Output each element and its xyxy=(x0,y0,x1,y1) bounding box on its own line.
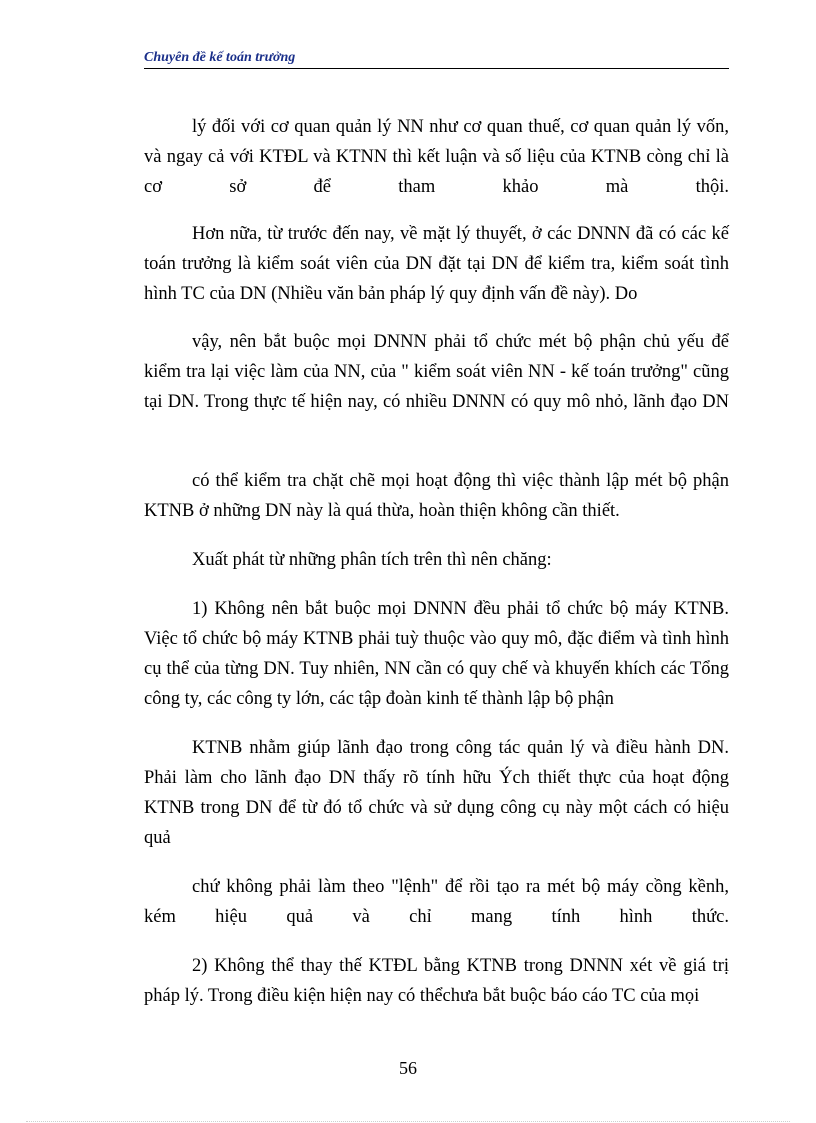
page-number: 56 xyxy=(399,1058,417,1078)
text-line: hình cụ thể của từng DN. Tuy nhiên, NN cần có quy chế và khuyến khích xyxy=(144,629,729,679)
text-line: KTNB trong DN để từ đó tổ chức và sử dụng công cụ này một cách có hiệu xyxy=(144,798,729,818)
text-line: các Tổng công ty, các công ty lớn, các tập đoàn kinh tế thành lập bộ phận xyxy=(144,659,729,709)
paragraph-9 xyxy=(144,951,729,1011)
paragraph-8 xyxy=(144,872,729,932)
text-line: lý đối với cơ quan quản lý NN như cơ quan thuế, cơ quan quản lý xyxy=(192,117,697,137)
text-line: phận KTNB ở những DN này là quá thừa, hoàn thiện không cần thiết. xyxy=(144,471,729,521)
text-line: Việc tổ chức bộ máy KTNB phải tuỳ thuộc vào quy mô, đặc điểm và tình xyxy=(144,629,697,649)
text-line: 2) Không thể thay thế KTĐL bằng KTNB trong DNNN xét về giá trị xyxy=(192,956,729,976)
paragraph-5 xyxy=(144,545,729,575)
text-line: có thể kiểm tra chặt chẽ mọi hoạt động thì việc thành lập mét bộ xyxy=(192,471,694,491)
text-line: Hơn nữa, từ trước đến nay, về mặt lý thuyết, ở các DNNN đã có các xyxy=(192,224,712,244)
text-line: kém hiệu quả và chỉ mang tính hình thức. xyxy=(144,907,729,927)
text-line: Phải làm cho lãnh đạo DN thấy rõ tính hữu Ých thiết thực của hoạt động xyxy=(144,768,729,788)
text-line: tình hình TC của DN (Nhiều văn bản pháp lý quy định vấn đề này). Do xyxy=(144,254,729,304)
paragraph-6 xyxy=(144,594,729,714)
text-line: vậy, nên bắt buộc mọi DNNN phải tổ chức mét bộ phận chủ yếu để xyxy=(192,332,729,352)
text-line: kế toán trưởng là kiểm soát viên của DN đặt tại DN để kiểm tra, kiểm soát xyxy=(144,224,729,274)
page-header xyxy=(144,50,729,69)
paragraph-2 xyxy=(144,219,729,309)
header-title: Chuyên đề kế toán trưởng xyxy=(144,50,296,65)
text-line: KTNB nhằm giúp lãnh đạo trong công tác quản lý và điều hành DN. xyxy=(192,738,729,758)
paragraph-4 xyxy=(144,466,729,526)
paragraph-3 xyxy=(144,327,729,417)
text-line: chứ không phải làm theo "lệnh" để rồi tạo ra mét bộ máy cồng kềnh, xyxy=(192,877,729,897)
text-line: còng chỉ là cơ sở để tham khảo mà thội. xyxy=(144,147,729,197)
page-bottom-divider xyxy=(26,1121,790,1122)
paragraph-1 xyxy=(144,112,729,202)
text-line: 1) Không nên bắt buộc mọi DNNN đều phải tổ chức bộ máy KTNB. xyxy=(192,599,729,619)
text-line: đạo DN xyxy=(670,392,730,412)
text-line: kiểm tra lại việc làm của NN, của " kiểm soát viên NN - kế toán trưởng" xyxy=(144,362,694,382)
text-line: cũng tại DN. Trong thực tế hiện nay, có nhiều DNNN có quy mô nhỏ, lãnh xyxy=(144,362,729,412)
text-line: quả xyxy=(144,828,171,848)
text-line: vốn, và ngay cả với KTĐL và KTNN thì kết luận và số liệu của KTNB xyxy=(144,117,729,167)
text-line: Xuất phát từ những phân tích trên thì nên chăng: xyxy=(192,550,552,570)
text-line: pháp lý. Trong điều kiện hiện nay có thểchưa bắt buộc báo cáo TC của mọi xyxy=(144,986,700,1006)
paragraph-7 xyxy=(144,733,729,853)
